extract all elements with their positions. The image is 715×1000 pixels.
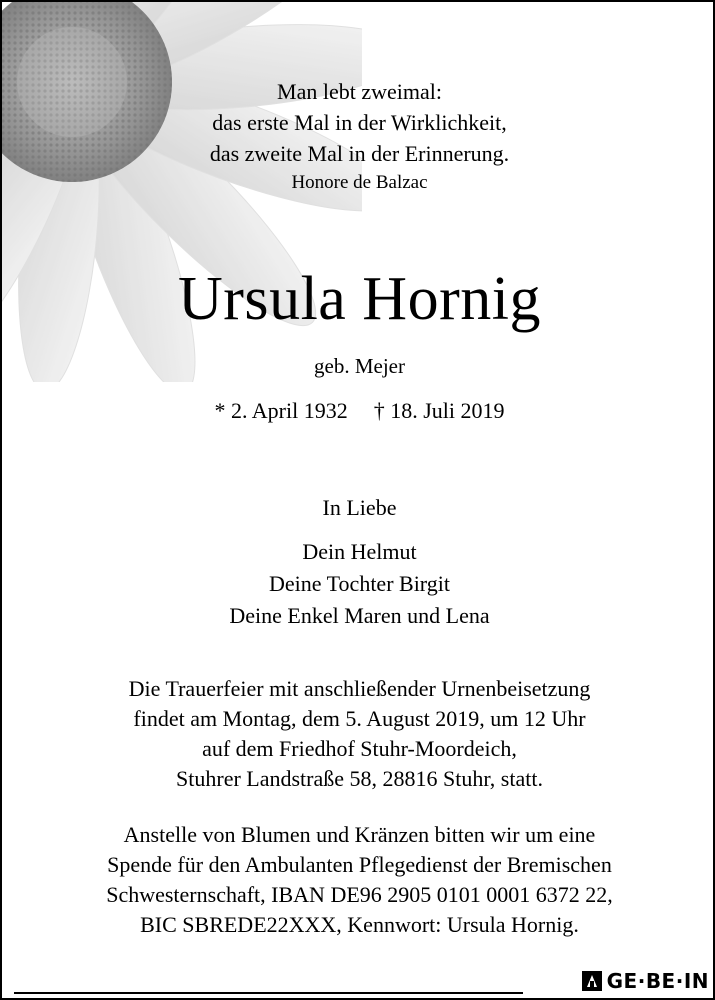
logo-text: GE·BE·IN [606, 969, 709, 993]
maiden-name: geb. Mejer [314, 354, 405, 378]
funeral-line: Die Trauerfeier mit anschließender Urnenbeisetzung [128, 676, 591, 701]
donation-info [2, 820, 715, 940]
quote-line: das zweite Mal in der Erinnerung. [209, 141, 510, 166]
gebein-logo [575, 968, 709, 994]
deceased-name: Ursula Hornig [178, 265, 541, 333]
funeral-info [2, 674, 715, 794]
funeral-line: auf dem Friedhof Stuhr-Moordeich, [202, 736, 517, 761]
donation-line: Anstelle von Blumen und Kränzen bitten wir um eine [123, 822, 596, 847]
quote-author: Honore de Balzac [291, 172, 428, 193]
gebein-logo-icon [581, 970, 603, 992]
quote-block [2, 76, 715, 197]
quote-line: Man lebt zweimal: [277, 79, 442, 104]
donation-line: BIC SBREDE22XXX, Kennwort: Ursula Hornig. [140, 912, 579, 937]
death-date: † 18. Juli 2019 [373, 398, 505, 423]
life-dates [2, 398, 715, 424]
mourners-list [2, 536, 715, 632]
bottom-rule [14, 992, 523, 994]
mourners-intro: In Liebe [322, 495, 397, 520]
mourner-name: Deine Enkel Maren und Lena [229, 603, 490, 628]
mourner-name: Deine Tochter Birgit [269, 571, 450, 596]
funeral-line: findet am Montag, dem 5. August 2019, um 12 Uhr [133, 706, 586, 731]
mourner-name: Dein Helmut [302, 539, 417, 564]
funeral-line: Stuhrer Landstraße 58, 28816 Stuhr, statt. [176, 766, 543, 791]
birth-date: * 2. April 1932 [214, 398, 348, 423]
donation-line: Spende für den Ambulanten Pflegedienst der Bremischen [107, 852, 612, 877]
quote-line: das erste Mal in der Wirklichkeit, [212, 110, 507, 135]
donation-line: Schwesternschaft, IBAN DE96 2905 0101 0001 6372 22, [106, 882, 613, 907]
